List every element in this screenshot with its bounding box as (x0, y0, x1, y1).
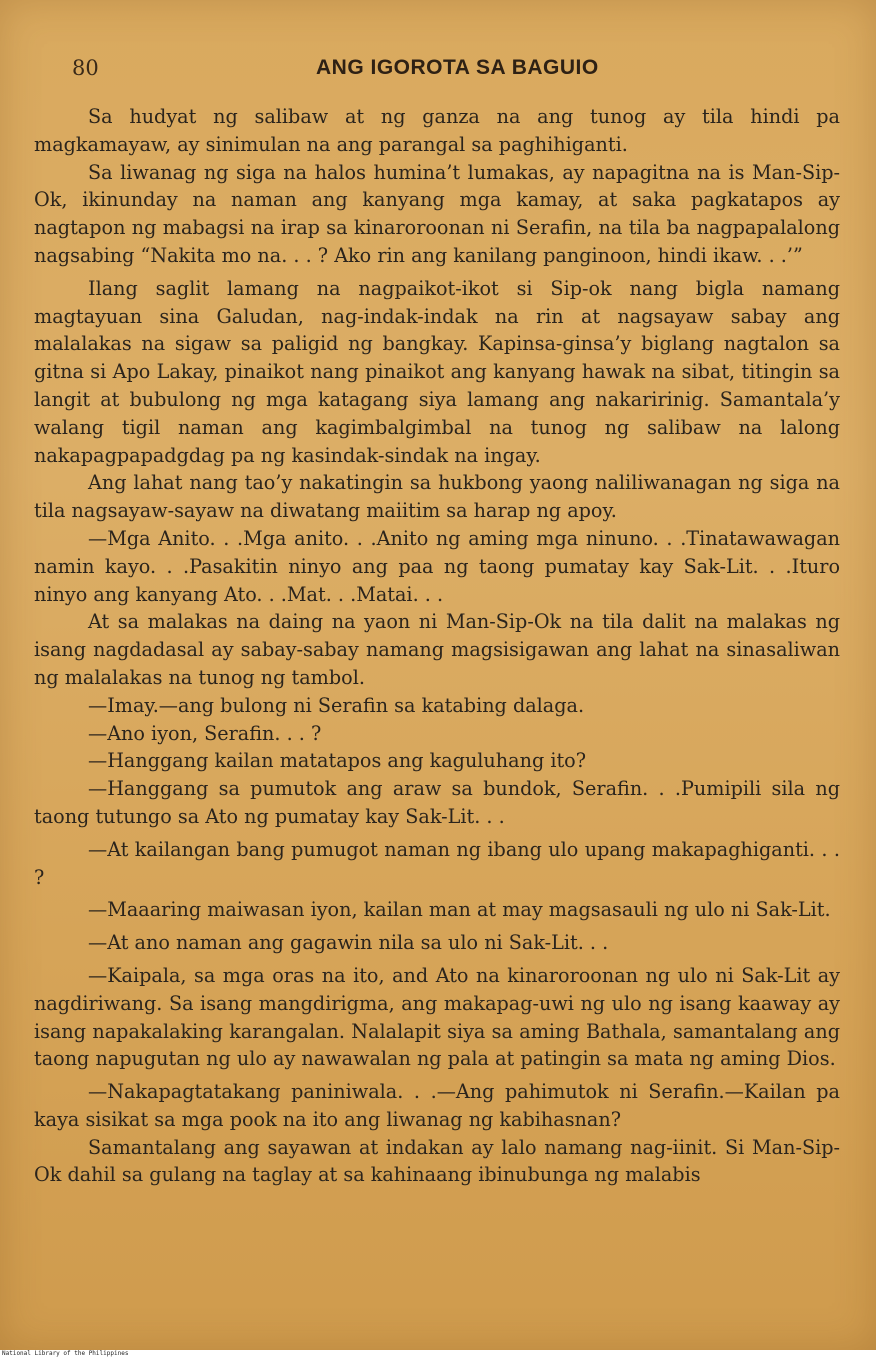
paragraph: Sa liwanag ng siga na halos humina’t lumakas, ay napagitna na is Man-Sip-Ok, ikinunday na naman ang kanyang mga kamay, at saka pagkatapos ay nagtapon ng mabagsi na irap sa kinaroroonan ni Serafin, na tila ba nagpapalalong nagsabing “Nakita mo na. . . ? Ako rin ang kanilang panginoon, hindi ikaw. . .’” (34, 160, 840, 267)
paragraph: —Ano iyon, Serafin. . . ? (88, 721, 322, 745)
paragraph: —Mga Anito. . .Mga anito. . .Anito ng aming mga ninuno. . .Tinatawawagan namin kayo. . .Pasakitin ninyo ang paa ng taong pumatay kay Sak-Lit. . .Ituro ninyo ang kanyang Ato. . .Mat. . .Matai. . . (34, 526, 840, 606)
paragraph: Sa hudyat ng salibaw at ng ganza na ang tunog ay tila hindi pa magkamayaw, ay sinimulan na ang parangal sa paghihiganti. (34, 105, 840, 156)
paragraph: —Kaipala, sa mga oras na ito, and Ato na kinaroroonan ng ulo ni Sak-Lit ay nagdiriwang. Sa isang mangdirigma, ang makapag-uwi ng ulo ng isang kaaway ay isang napakalaking karangalan. Nalalapit siya sa aming Bathala, samantalang ang taong napugutan ng ulo ay nawawalan ng pala at patingin sa mata ng aming Dios. (34, 963, 840, 1071)
paragraph: —Maaaring maiwasan iyon, kailan man at may magsasauli ng ulo ni Sak-Lit. (88, 898, 831, 922)
library-credit: National Library of the Philippines (2, 1350, 129, 1357)
body-text (34, 103, 840, 1189)
paragraph: —At ano naman ang gagawin nila sa ulo ni Sak-Lit. . . (88, 931, 609, 955)
paragraph: Ilang saglit lamang na nagpaikot-ikot si Sip-ok nang bigla namang magtayuan sina Galudan, nag-indak-indak na rin at nagsayaw sabay ang malalakas na sigaw sa paligid ng bangkay. Kapinsa-ginsa’y biglang nagtalon sa gitna si Apo Lakay, pinaikot nang pinaikot ang kanyang hawak na sibat, titingin sa langit at bubulong ng mga katagang siya lamang ang nakaririnig. Samantala’y walang tigil naman ang kagimbalgimbal na tunog ng salibaw na lalong nakapagpapadgdag pa ng kasindak-sindak na ingay. (34, 276, 840, 467)
paragraph: Ang lahat nang tao’y nakatingin sa hukbong yaong naliliwanagan ng siga na tila nagsayaw-sayaw na diwatang maiitim sa harap ng apoy. (34, 471, 840, 523)
page-number: 80 (72, 56, 99, 80)
paragraph: —Hanggang kailan matatapos ang kaguluhang ito? (88, 749, 587, 773)
paragraph: —Hanggang sa pumutok ang araw sa bundok, Serafin. . .Pumipili sila ng taong tutungo sa Ato ng pumatay kay Sak-Lit. . . (34, 777, 840, 828)
page-header (0, 56, 876, 86)
paragraph: —At kailangan bang pumugot naman ng ibang ulo upang makapaghiganti. . . ? (34, 837, 840, 889)
paragraph: —Imay.—ang bulong ni Serafin sa katabing dalaga. (88, 693, 585, 717)
running-title: ANG IGOROTA SA BAGUIO (316, 56, 599, 79)
paragraph: —Nakapagtatakang paniniwala. . .—Ang pahimutok ni Serafin.—Kailan pa kaya sisikat sa mga pook na ito ang liwanag ng kabihasnan? (34, 1080, 840, 1131)
paragraph: At sa malakas na daing na yaon ni Man-Sip-Ok na tila dalit na malakas ng isang nagdadasal ay sabay-sabay namang magsisigawan ang lahat na sinasaliwan ng malalakas na tunog ng tambol. (34, 610, 840, 689)
paragraph: Samantalang ang sayawan at indakan ay lalo namang nag-iinit. Si Man-Sip-Ok dahil sa gulang na taglay at sa kahinaang ibinubunga ng malabis (34, 1135, 840, 1187)
